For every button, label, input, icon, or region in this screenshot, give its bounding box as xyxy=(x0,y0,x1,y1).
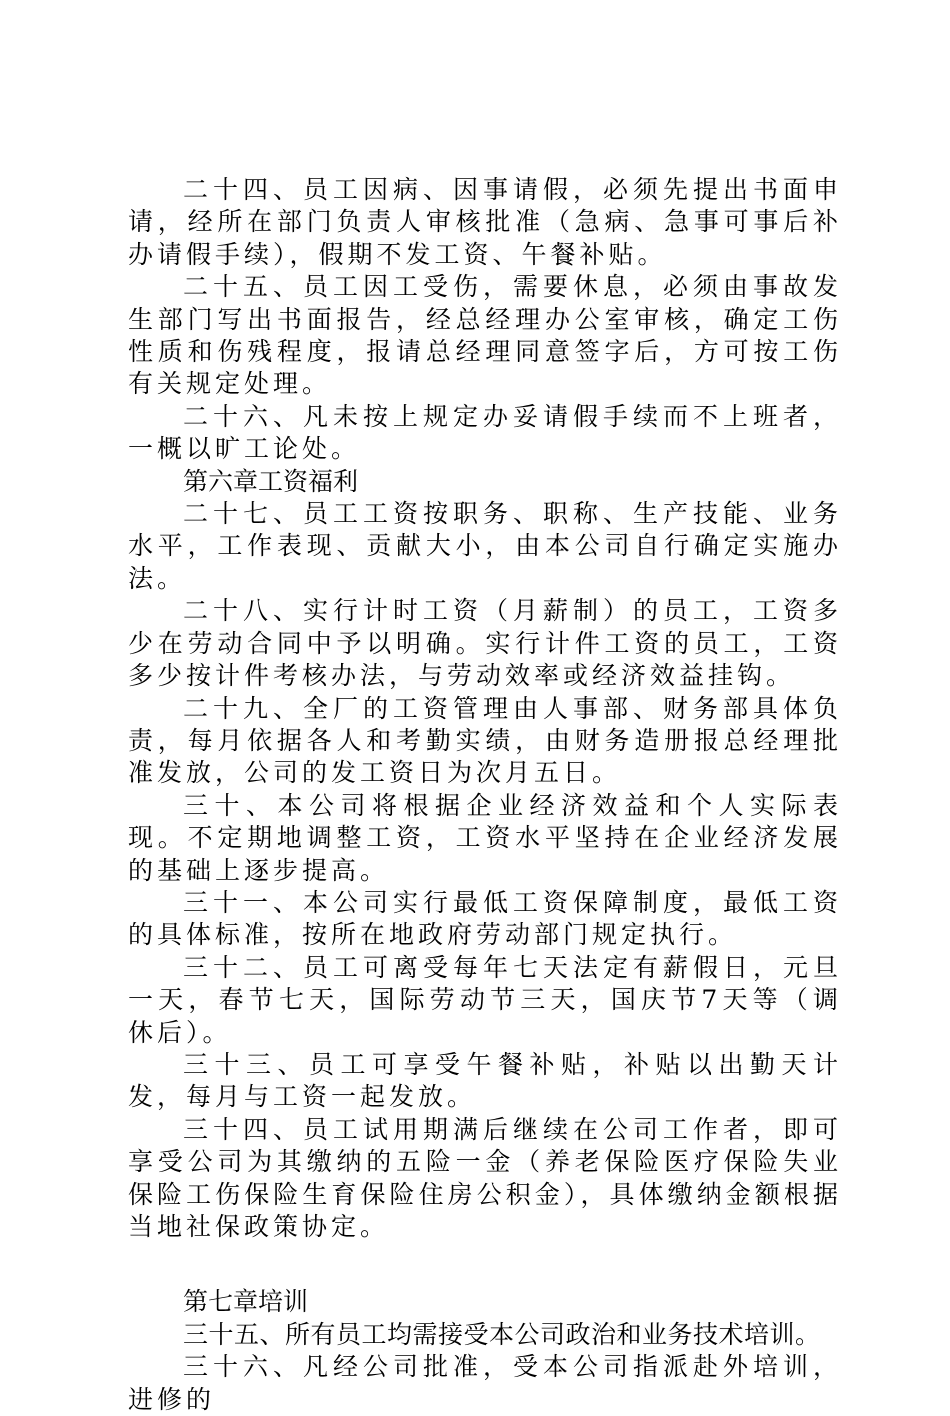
paragraph-article-29: 二十九、全厂的工资管理由人事部、财务部具体负责，每月依据各人和考勤实绩，由财务造册报总经理批准发放，公司的发工资日为次月五日。 xyxy=(128,693,842,788)
document-body xyxy=(128,174,842,1416)
paragraph-article-27: 二十七、员工工资按职务、职称、生产技能、业务水平，工作表现、贡献大小，由本公司自行确定实施办法。 xyxy=(128,499,842,593)
section-spacer xyxy=(128,1243,842,1286)
chapter-7-heading: 第七章培训 xyxy=(183,1287,309,1317)
paragraph-article-33: 三十三、员工可享受午餐补贴，补贴以出勤天计发，每月与工资一起发放。 xyxy=(128,1049,842,1112)
paragraph-article-25: 二十五、员工因工受伤，需要休息，必须由事故发生部门写出书面报告，经总经理办公室审核，确定工伤性质和伤残程度，报请总经理同意签字后，方可按工伤有关规定处理。 xyxy=(128,272,842,399)
paragraph-article-26: 二十六、凡未按上规定办妥请假手续而不上班者，一概以旷工论处。 xyxy=(128,401,842,464)
paragraph-article-35: 三十五、所有员工均需接受本公司政治和业务技术培训。 xyxy=(183,1319,821,1349)
paragraph-article-24: 二十四、员工因病、因事请假，必须先提出书面申请，经所在部门负责人审核批准（急病、急事可事后补办请假手续），假期不发工资、午餐补贴。 xyxy=(128,175,842,269)
paragraph-article-30: 三十、本公司将根据企业经济效益和个人实际表现。不定期地调整工资，工资水平坚持在企业经济发展的基础上逐步提高。 xyxy=(128,790,842,885)
paragraph-article-31: 三十一、本公司实行最低工资保障制度，最低工资的具体标准，按所在地政府劳动部门规定执行。 xyxy=(128,887,842,950)
paragraph-article-34: 三十四、员工试用期满后继续在公司工作者，即可享受公司为其缴纳的五险一金（养老保险医疗保险失业保险工伤保险生育保险住房公积金），具体缴纳金额根据当地社保政策协定。 xyxy=(128,1114,842,1241)
paragraph-article-36: 三十六、凡经公司批准，受本公司指派赴外培训，进修的 xyxy=(128,1352,842,1414)
paragraph-article-28: 二十八、实行计时工资（月薪制）的员工，工资多少在劳动合同中予以明确。实行计件工资的员工，工资多少按计件考核办法，与劳动效率或经济效益挂钩。 xyxy=(128,596,842,691)
chapter-6-heading: 第六章工资福利 xyxy=(183,466,359,496)
paragraph-article-32: 三十二、员工可离受每年七天法定有薪假日，元旦一天，春节七天，国际劳动节三天，国庆节7天等（调休后）。 xyxy=(128,952,842,1047)
